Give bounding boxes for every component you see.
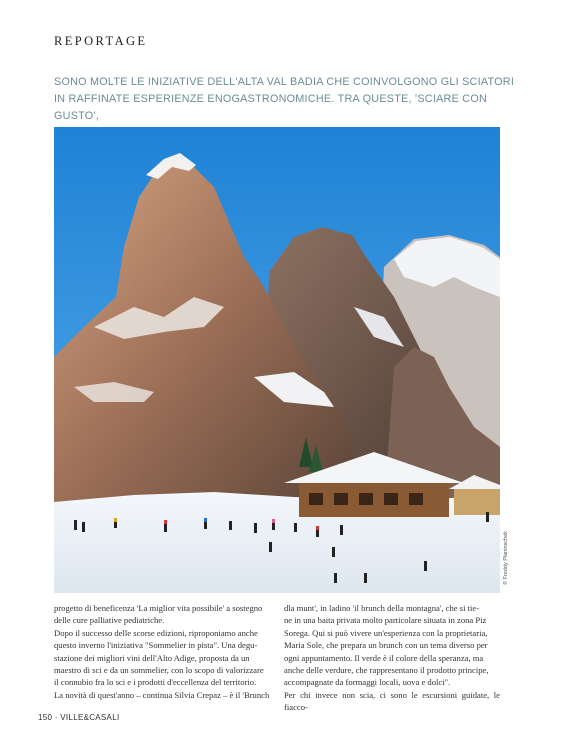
- body-line: La novità di quest'anno – continua Silvia Crepaz – è il 'Brunch: [54, 689, 270, 700]
- body-line: Per chi invece non scia, ci sono le escursioni guidate, le fiacco-: [284, 689, 500, 713]
- body-line: accompagnate da formaggi locali, uova e dolci".: [284, 677, 451, 688]
- section-label: REPORTAGE: [54, 34, 148, 48]
- body-line: stazione dei migliori vini dell'Alto Adige, proposta da un: [54, 652, 250, 663]
- body-column-left: [54, 602, 270, 701]
- mountain-photo: [54, 127, 500, 593]
- body-line: maestro di sci e da un sommelier, con lo scopo di valorizzare: [54, 665, 264, 676]
- body-line: progetto di beneficenza 'La miglior vita possibile' a sostegno: [54, 603, 263, 613]
- intro-line: IN RAFFINATE ESPERIENZE ENOGASTRONOMICHE. TRA QUESTE, 'SCIARE CON GUSTO',: [54, 93, 488, 122]
- page-footer: [38, 713, 119, 722]
- body-line: delle cure palliative pediatriche.: [54, 615, 165, 626]
- body-line: il connubio fra lo sci e i prodotti d'eccellenza del territorio.: [54, 677, 257, 688]
- footer-separator: ·: [54, 713, 58, 722]
- body-line: Sorega. Qui si può vivere un'esperienza con la proprietaria,: [284, 627, 488, 638]
- intro-line: SONO MOLTE LE INIZIATIVE DELL'ALTA VAL BADIA CHE COINVOLGONO GLI SCIATORI: [54, 76, 515, 88]
- body-line: questo inverno l'iniziativa "Sommelier in pista". Una degu-: [54, 640, 258, 651]
- body-line: Dopo il successo delle scorse edizioni, riproponiamo anche: [54, 627, 258, 638]
- body-line: anche delle verdure, che rappresentano il prodotto principe,: [284, 665, 489, 676]
- magazine-name: VILLE&CASALI: [60, 713, 120, 722]
- body-line: ne in una baita privata molto particolare situata in zona Piz: [284, 615, 487, 626]
- page-number: 150: [38, 713, 53, 722]
- body-line: ogni appuntamento. Il verde è il colore della speranza, ma: [284, 652, 484, 663]
- body-line: Maria Sole, che prepara un brunch con un tema diverso per: [284, 640, 488, 651]
- mountain-illustration: [54, 127, 500, 593]
- body-column-right: [284, 602, 500, 714]
- body-line: dla munt', in ladino 'il brunch della montagna', che si tie-: [284, 603, 480, 613]
- photo-credit: © Freddy Planinschek: [503, 531, 509, 585]
